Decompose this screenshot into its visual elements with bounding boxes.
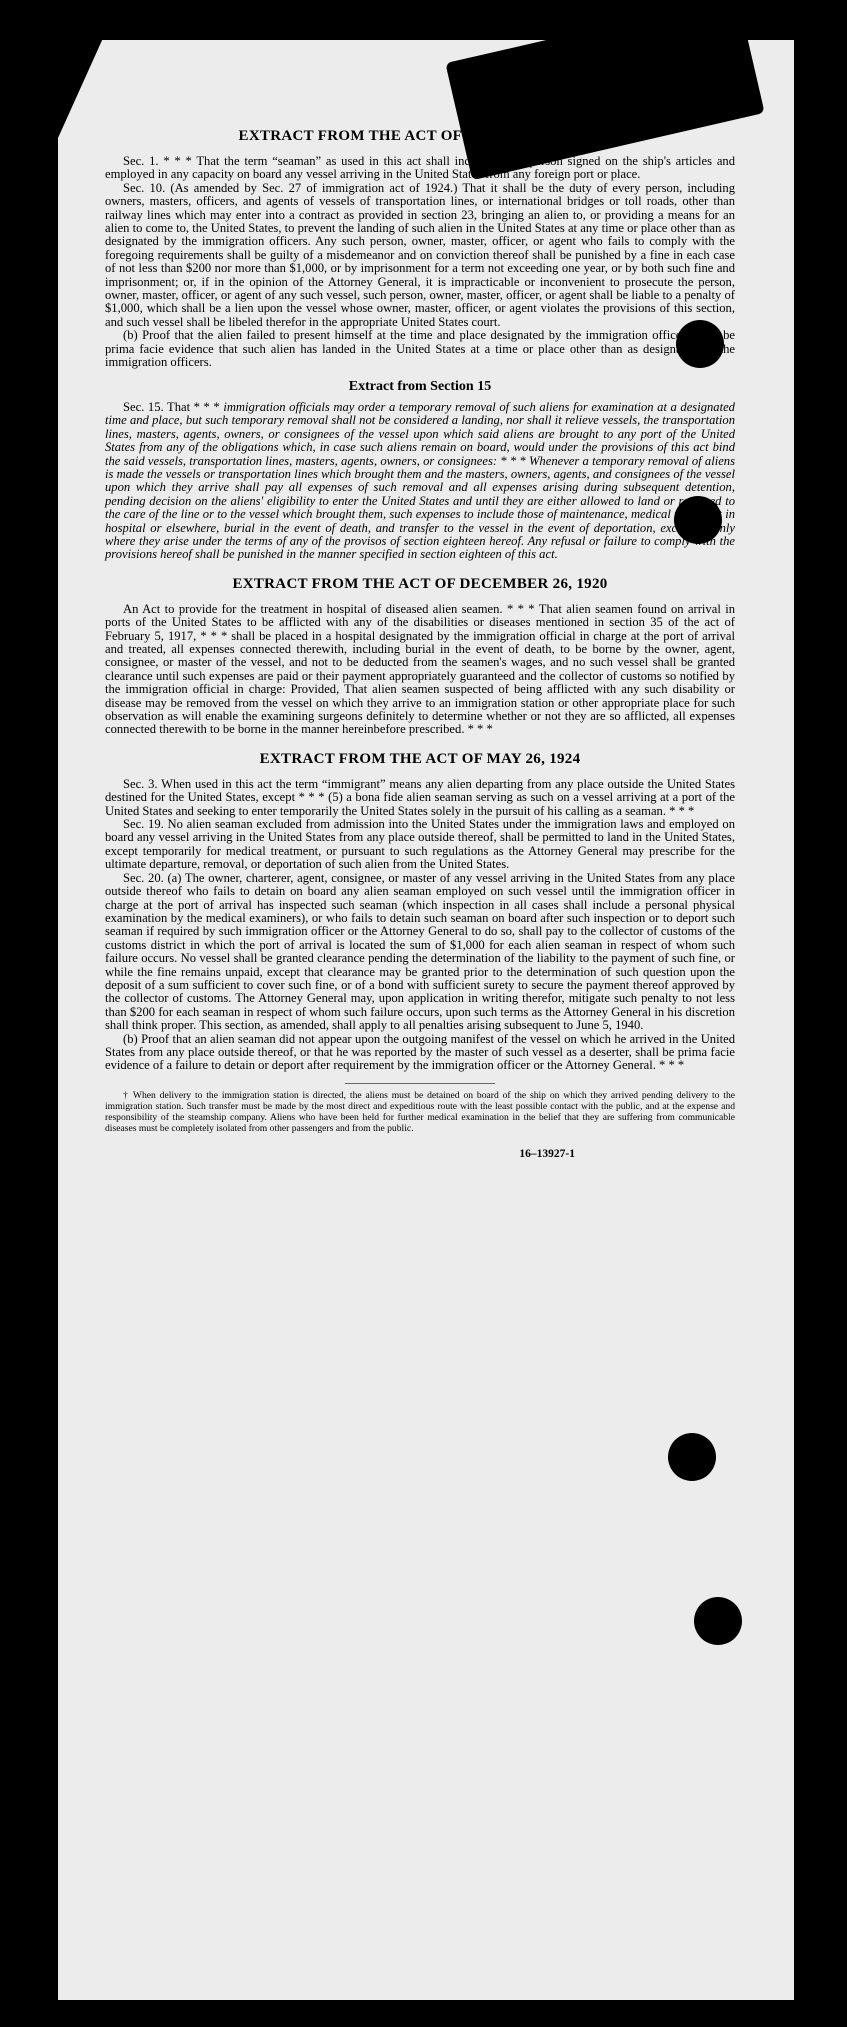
section-10: Sec. 10. (As amended by Sec. 27 of immigration act of 1924.) That it shall be the duty of every person, including owners, masters, officers, and agents of vessels of transportation lines, or international bridges or toll roads, other than railway lines which may enter into a contract as provided in section 23, bringing an alien to, or providing a means for an alien to come to, the United States, to prevent the landing of such alien in the United States at any time or place other than as designated by the immigration officers. Any such person, owner, master, officer, or agent who fails to comply with the foregoing requirements shall be guilty of a misdemeanor and on conviction thereof shall be punished by a fine in each case of not less than $200 nor more than $1,000, or by imprisonment for a term not exceeding one year, or by both such fine and imprisonment; or, if in the opinion of the Attorney General, it is impracticable or inconvenient to prosecute the person, owner, master, officer, or agent of any such vessel, such person, owner, master, officer, or agent shall be liable to a penalty of $1,000, which shall be a lien upon the vessel whose owner, master, officer, or agent violates the provisions of this section, and such vessel shall be libeled therefor in the appropriate United States court. [105,180,735,329]
section-15-lead: Sec. 15. That * * * [123,399,224,414]
form-number: 16–13927-1 [519,1147,575,1160]
section-15-text: immigration officials may order a temporary removal of such aliens for examination at a designated time and place, but such temporary removal shall not be considered a landing, nor shall it relieve vessels, the transportation lines, masters, agents, owners, or consignees of the vessel upon which said aliens are brought to any port of the United States from any of the obligations which, in case such aliens remain on board, would under the provisions of this act bind the said vessels, transportation lines, masters, agents, owners, or consignees: * * * Whenever a temporary removal of aliens is made the vessels or transportation lines which brought them and the masters, owners, agents, and consignees of the vessel upon which they arrive shall pay all expenses of such removal and all expenses arising during subsequent detention, pending decision on the aliens' eligibility to enter the United States and until they are either allowed to land or returned to the care of the line or to the vessel which brought them, such expenses to include those of maintenance, medical treatment in hospital or elsewhere, burial in the event of death, and transfer to the vessel in the event of deportation, excepting only where they arise under the terms of any of the provisos of section eighteen hereof. Any refusal or failure to comply with the provisions hereof shall be punished in the manner specified in section eighteen of this act. [105,399,735,562]
punch-hole [668,1433,716,1481]
footnote-separator [345,1083,495,1084]
act-dec-1920: An Act to provide for the treatment in hospital of diseased alien seamen. * * * That alien seamen found on arrival in ports of the United States to be afflicted with any of the disabilities or diseases mentioned in section 35 of the act of February 5, 1917, * * * shall be placed in a hospital designated by the immigration official in charge at the port of arrival and treated, all expenses connected therewith, including burial in the event of death, to be borne by the owner, agent, consignee, or master of the vessel, and not to be deducted from the seamen's wages, and no such vessel shall be granted clearance until such expenses are paid or their payment appropriately guaranteed and the collector of customs so notified by the immigration official in charge: Provided, That alien seamen suspected of being afflicted with any such disability or disease may be removed from the vessel on which they arrive to an immigration station or other appropriate place for such observation as will enable the examining surgeons definitely to determine whether or not they are so afflicted, all expenses connected therewith to be borne in the manner hereinbefore prescribed. * * * [105,601,735,737]
heading-may-1924: EXTRACT FROM THE ACT OF MAY 26, 1924 [259,750,581,767]
section-10-b: (b) Proof that the alien failed to present himself at the time and place designated by the immigration officers shall be prima facie evidence that such alien has landed in the United States at a time or place other than as designated by the immigration officers. [105,328,735,370]
heading-dec-1920: EXTRACT FROM THE ACT OF DECEMBER 26, 1920 [232,575,608,592]
section-19: Sec. 19. No alien seaman excluded from admission into the United States under the immigration laws and employed on board any vessel arriving in the United States from any place outside thereof, shall be permitted to land in the United States, except temporarily for medical treatment, or pursuant to such regulations as the Attorney General may prescribe for the ultimate departure, removal, or deportation of such alien from the United States. [105,817,735,872]
section-20: Sec. 20. (a) The owner, charterer, agent, consignee, or master of any vessel arriving in the United States from any place outside thereof who fails to detain on board any alien seaman employed on such vessel until the immigration officer in charge at the port of arrival has inspected such seaman (which inspection in all cases shall include a personal physical examination by the medical examiners), or who fails to detain such seaman on board after such inspection or to deport such seaman if required by such immigration officer or the Attorney General to do so, shall pay to the collector of customs of the customs district in which the port of arrival is located the sum of $1,000 for each alien seaman in respect of whom such failure occurs. No vessel shall be granted clearance pending the determination of the liability to the payment of such fine, or while the fine remains unpaid, except that clearance may be granted prior to the determination of such question upon the deposit of a sum sufficient to cover such fine, or of a bond with sufficient surety to secure the payment thereof approved by the collector of customs. The Attorney General may, upon application in writing therefor, mitigate such penalty to not less than $200 for each seaman in respect of whom such failure occurs, upon such terms as the Attorney General in his discretion shall think proper. This section, as amended, shall apply to all penalties arising subsequent to June 5, 1940. [105,870,735,1033]
document-text [105,128,735,1161]
footnote-text: † When delivery to the immigration station is directed, the aliens must be detained on board of the ship on which they arrived pending delivery to the immigration station. Such transfer must be made by the most direct and expeditious route with the least possible contact with the public, and at the expense and responsibility of the steamship company. Aliens who have been held for further medical examination in the belief that they are suffering from communicable diseases must be completely isolated from other passengers and from the public. [105,1089,735,1134]
section-1: Sec. 1. * * * That the term “seaman” as used in this act shall include every person signed on the ship's articles and employed in any capacity on board any vessel arriving in the United States from any foreign port or place. [105,154,735,182]
heading-section-15: Extract from Section 15 [348,378,492,394]
section-3: Sec. 3. When used in this act the term “immigrant” means any alien departing from any place outside the United States destined for the United States, except * * * (5) a bona fide alien seaman serving as such on a vessel arriving at a port of the United States and seeking to enter temporarily the United States solely in the pursuit of his calling as a seaman. * * * [105,776,735,818]
section-20-b: (b) Proof that an alien seaman did not appear upon the outgoing manifest of the vessel on which he arrived in the United States from any place outside thereof, or that he was reported by the master of such vessel as a deserter, shall be prima facie evidence of a failure to detain or deport after requirement by the immigration officer or the Attorney General. * * * [105,1031,735,1073]
heading-feb-1917: EXTRACT FROM THE ACT OF FEBRUARY 5, 1917 [238,128,602,144]
footnote [105,1090,735,1134]
punch-hole [694,1597,742,1645]
section-15 [105,401,735,562]
